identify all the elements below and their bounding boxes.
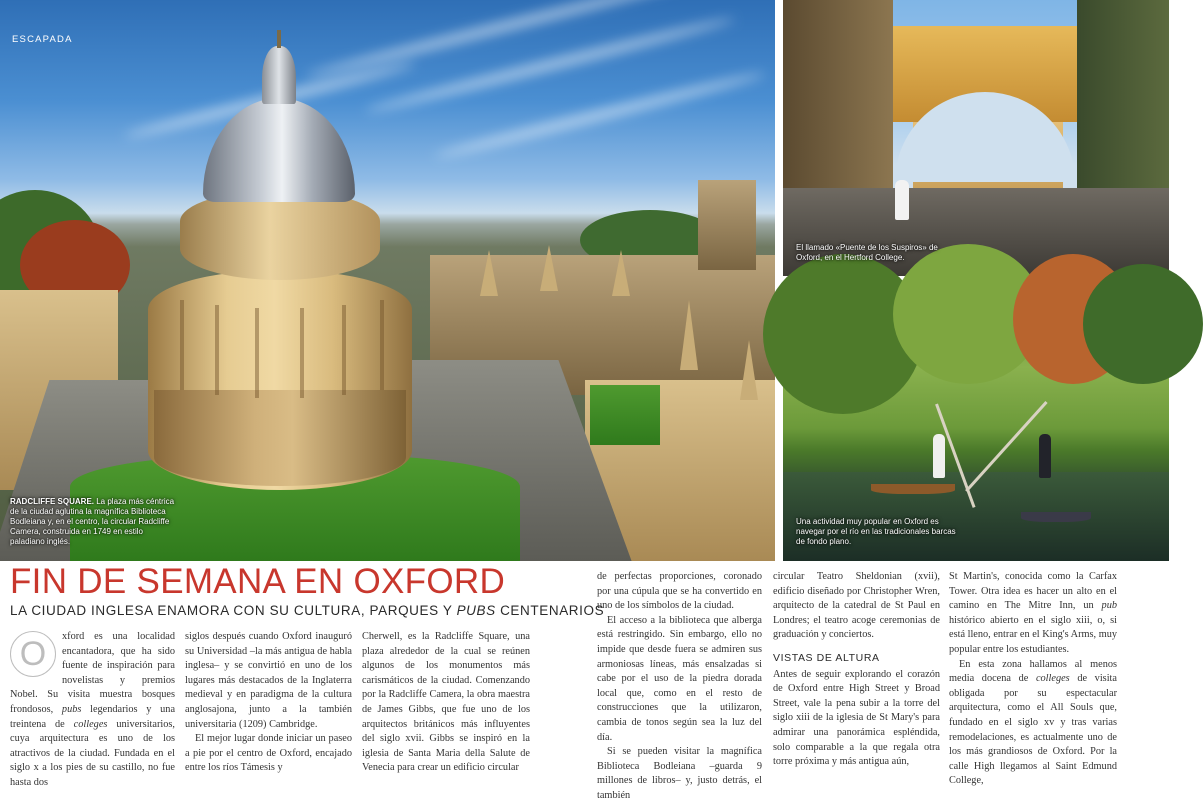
paragraph: Si se pueden visitar la magnífica Biblioteca Bodleiana –guarda 9 millones de libros– y, justo detrás, el también — [597, 746, 762, 801]
article-subheading: LA CIUDAD INGLESA ENAMORA CON SU CULTURA, PARQUES Y PUBS CENTENARIOS — [10, 603, 605, 618]
article-column-4 — [597, 570, 762, 801]
paragraph: Cherwell, es la Radcliffe Square, una plaza alrededor de la cual se reúnen algunos de los monumentos más carismáticos de la ciudad. Comenzando por la Radcliffe Camera, la obra maestra de James Gibbs, que fue uno de los arquitectos británicos más influyentes del siglo xvii. Gibbs se inspiró en la iglesia de Santa Maria della Salute de Venecia para crear un edificio circular — [362, 631, 530, 774]
article-column-6 — [949, 570, 1117, 787]
radcliffe-square-photo — [0, 0, 775, 561]
bridge-of-sighs-photo — [783, 0, 1169, 276]
article-column-2 — [185, 630, 352, 778]
paragraph: En esta zona hallamos al menos media docena de colleges de visita obligada por su espectacular arquitectura, como el All Souls que, fundado en el siglo xv y tras varias remodelaciones, es actualmente uno de los más grandiosos de Oxford. Por la calle High llegamos al Saint Edmund College, — [949, 658, 1117, 787]
paragraph: circular Teatro Sheldonian (xvii), edificio diseñado por Christopher Wren, arquitecto de la catedral de St Paul en Londres; el teatro acoge ceremonias de graduación y conciertos. — [773, 571, 940, 641]
punter-person — [933, 434, 945, 478]
article-column-1 — [10, 630, 176, 788]
paragraph: de perfectas proporciones, coronado por una cúpula que se ha convertido en uno de los símbolos de la ciudad. — [597, 571, 762, 612]
radcliffe-camera-lantern — [262, 46, 296, 104]
paragraph: Antes de seguir explorando el corazón de Oxford entre High Street y Broad Street, vale la pena subir a la torre del siglo xiii de la iglesia de St Mary's para admirar una panorámica espléndida, solo comparable a la que regala otra torre próxima y más antigua aún, — [773, 668, 940, 768]
paragraph: St Martin's, conocida como la Carfax Tower. Otra idea es hacer un alto en el camino en The Mitre Inn, un pub histórico abierto en el siglo xiii, o, si está lleno, entrar en el King's Arms, muy popular entre los estudiantes. — [949, 571, 1117, 655]
radcliffe-camera-drum-top — [180, 190, 380, 280]
section-heading: VISTAS DE ALTURA — [773, 651, 880, 664]
caption-lead: RADCLIFFE SQUARE. — [10, 497, 94, 506]
radcliffe-camera-base — [154, 390, 406, 486]
photo-caption-main — [10, 497, 175, 547]
punter-person — [1039, 434, 1051, 478]
article-column-3 — [362, 630, 530, 778]
photo-caption-river: Una actividad muy popular en Oxford es navegar por el río en las tradicionales barcas de fondo plano. — [796, 517, 956, 546]
dropcap: O — [10, 631, 56, 677]
article-headline: FIN DE SEMANA EN OXFORD — [10, 562, 506, 601]
article-column-5 — [773, 570, 940, 778]
paragraph: El mejor lugar donde iniciar un paseo a pie por el centro de Oxford, encajado entre los ríos Támesis y — [185, 733, 352, 774]
photo-caption-bridge: El llamado «Puente de los Suspiros» de Oxford, en el Hertford College. — [796, 243, 938, 262]
caption-text: La plaza más céntrica de la ciudad aglutina la magnífica Biblioteca Bodleiana y, en el centro, la circular Radcliffe Camera, construida en 1749 en estilo paladiano inglés. — [10, 497, 175, 546]
cyclist — [895, 180, 909, 220]
paragraph: xford es una localidad encantadora, que ha sido fuente de inspiración para novelistas y premios Nobel. Su visita muestra bosques frondosos, pubs legendarios y una treintena de colleges universitarios, cuya arquitectura es uno de los atractivos de la ciudad. Fundada en el siglo x a los pies de su castillo, no fue hasta dos — [10, 631, 176, 788]
paragraph: siglos después cuando Oxford inauguró su Universidad –la más antigua de habla inglesa– y se convirtió en uno de los lugares más destacados de la Inglaterra medieval y en paradigma de la cultura anglosajona, junto a la también universitaria (1209) Cambridge. — [185, 631, 352, 730]
section-label: ESCAPADA — [12, 34, 73, 45]
paragraph: El acceso a la biblioteca que alberga está restringido. Sin embargo, ello no impide que desde fuera se admiren sus armoniosas líneas, más ensalzadas si cabe por el uso de la piedra dorada local que, como en el resto de construcciones que la utilizaron, cambia de tonos según sea la luz del día. — [597, 614, 762, 743]
